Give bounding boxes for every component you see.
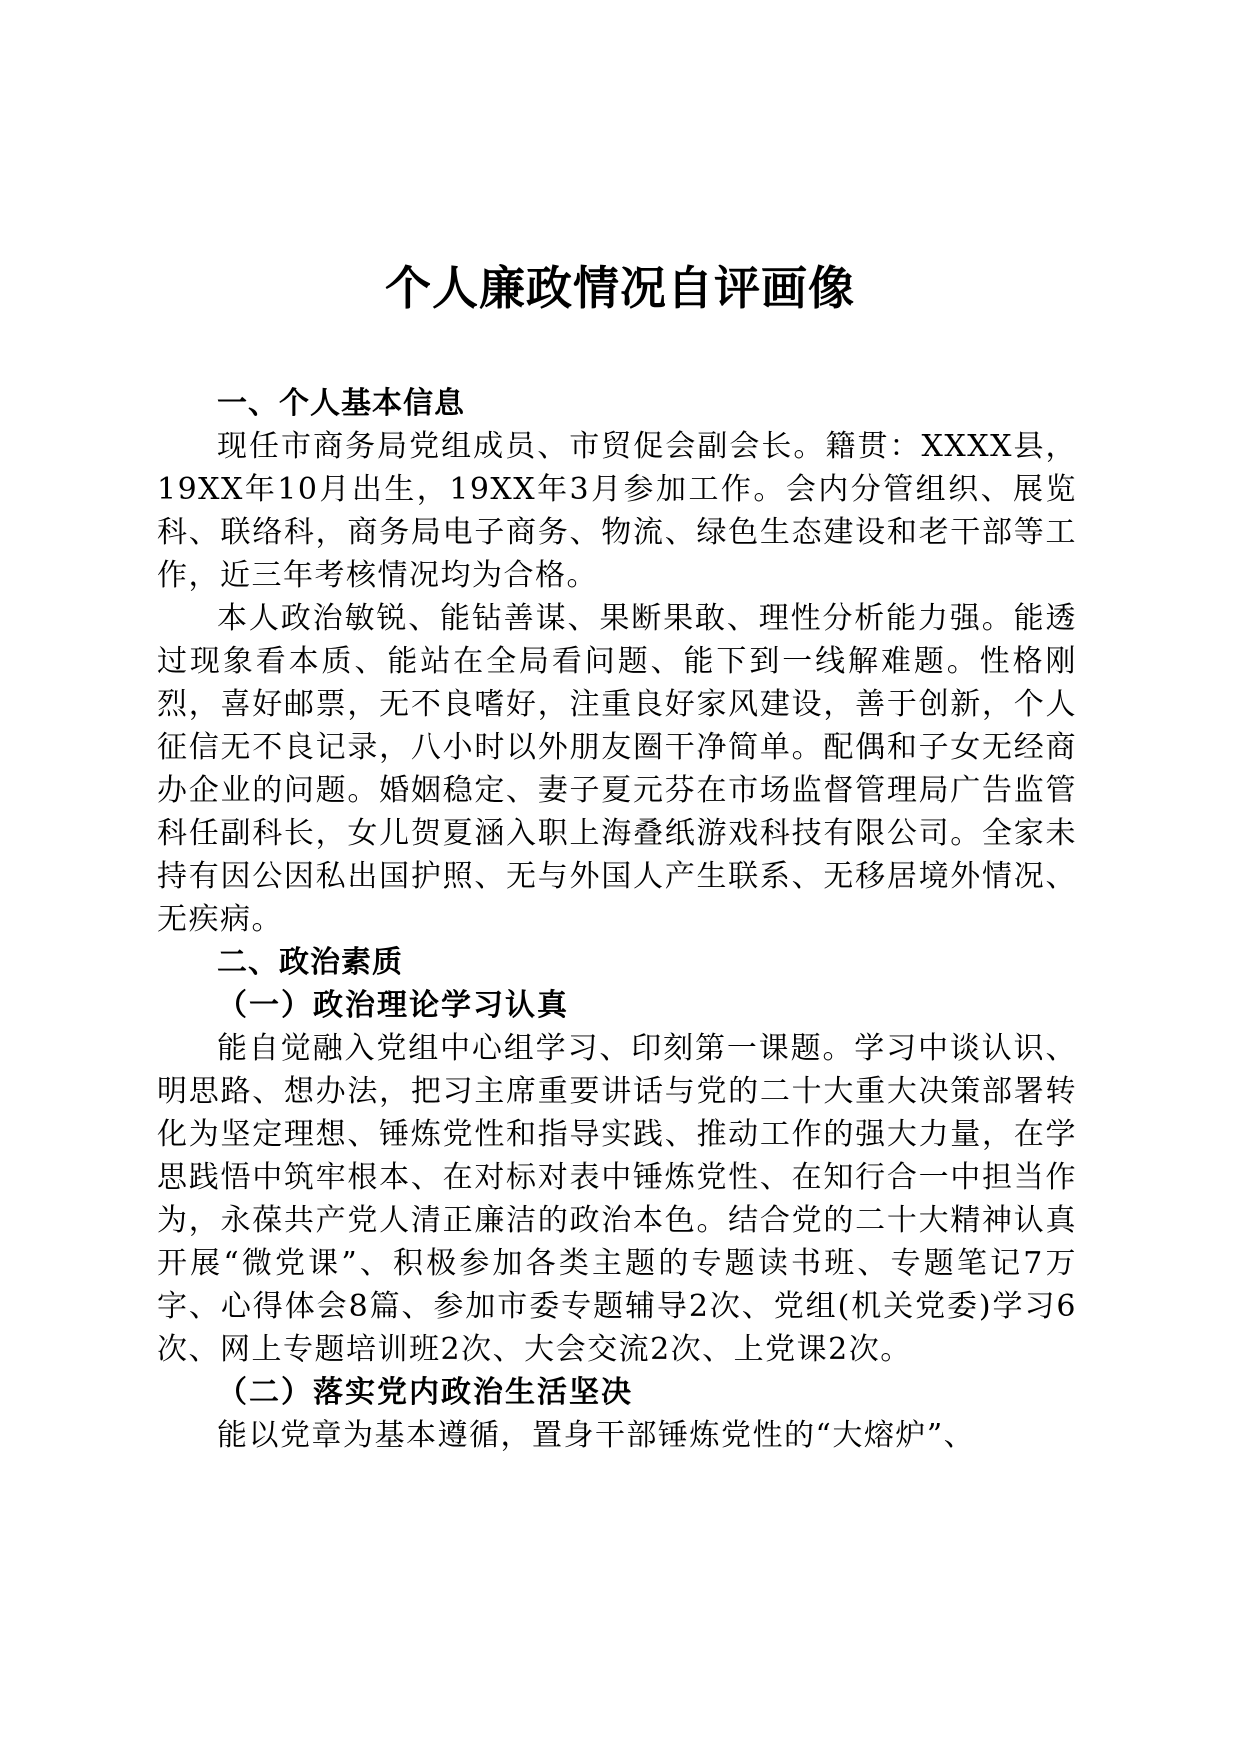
document-body: [157, 382, 1077, 1457]
subsection-heading-theory-study: （一）政治理论学习认真: [217, 988, 569, 1023]
document-title: 个人廉政情况自评画像: [385, 261, 855, 315]
paragraph-party-life: 能以党章为基本遵循，置身干部锤炼党性的“大熔炉”、: [217, 1418, 976, 1453]
section-heading-political-quality: 二、政治素质: [217, 945, 403, 980]
section-heading-basic-info: 一、个人基本信息: [217, 386, 465, 421]
paragraph-theory-study: 能自觉融入党组中心组学习、印刻第一课题。学习中谈认识、明思路、想办法，把习主席重要讲话与党的二十大重大决策部署转化为坚定理想、锤炼党性和指导实践、推动工作的强大力量，在学思践悟中筑牢根本、在对标对表中锤炼党性、在知行合一中担当作为，永葆共产党人清正廉洁的政治本色。结合党的二十大精神认真开展“微党课”、积极参加各类主题的专题读书班、专题笔记7万字、心得体会8篇、参加市委专题辅导2次、党组(机关党委)学习6次、网上专题培训班2次、大会交流2次、上党课2次。: [157, 1031, 1077, 1367]
subsection-heading-party-life: （二）落实党内政治生活坚决: [217, 1375, 633, 1410]
paragraph-basic-info-personal: 本人政治敏锐、能钻善谋、果断果敢、理性分析能力强。能透过现象看本质、能站在全局看问题、能下到一线解难题。性格刚烈，喜好邮票，无不良嗜好，注重良好家风建设，善于创新，个人征信无不良记录，八小时以外朋友圈干净简单。配偶和子女无经商办企业的问题。婚姻稳定、妻子夏元芬在市场监督管理局广告监管科任副科长，女儿贺夏涵入职上海叠纸游戏科技有限公司。全家未持有因公因私出国护照、无与外国人产生联系、无移居境外情况、无疾病。: [157, 601, 1077, 937]
paragraph-basic-info-position: 现任市商务局党组成员、市贸促会副会长。籍贯：XXXX县，19XX年10月出生，19XX年3月参加工作。会内分管组织、展览科、联络科，商务局电子商务、物流、绿色生态建设和老干部等工作，近三年考核情况均为合格。: [157, 429, 1077, 593]
